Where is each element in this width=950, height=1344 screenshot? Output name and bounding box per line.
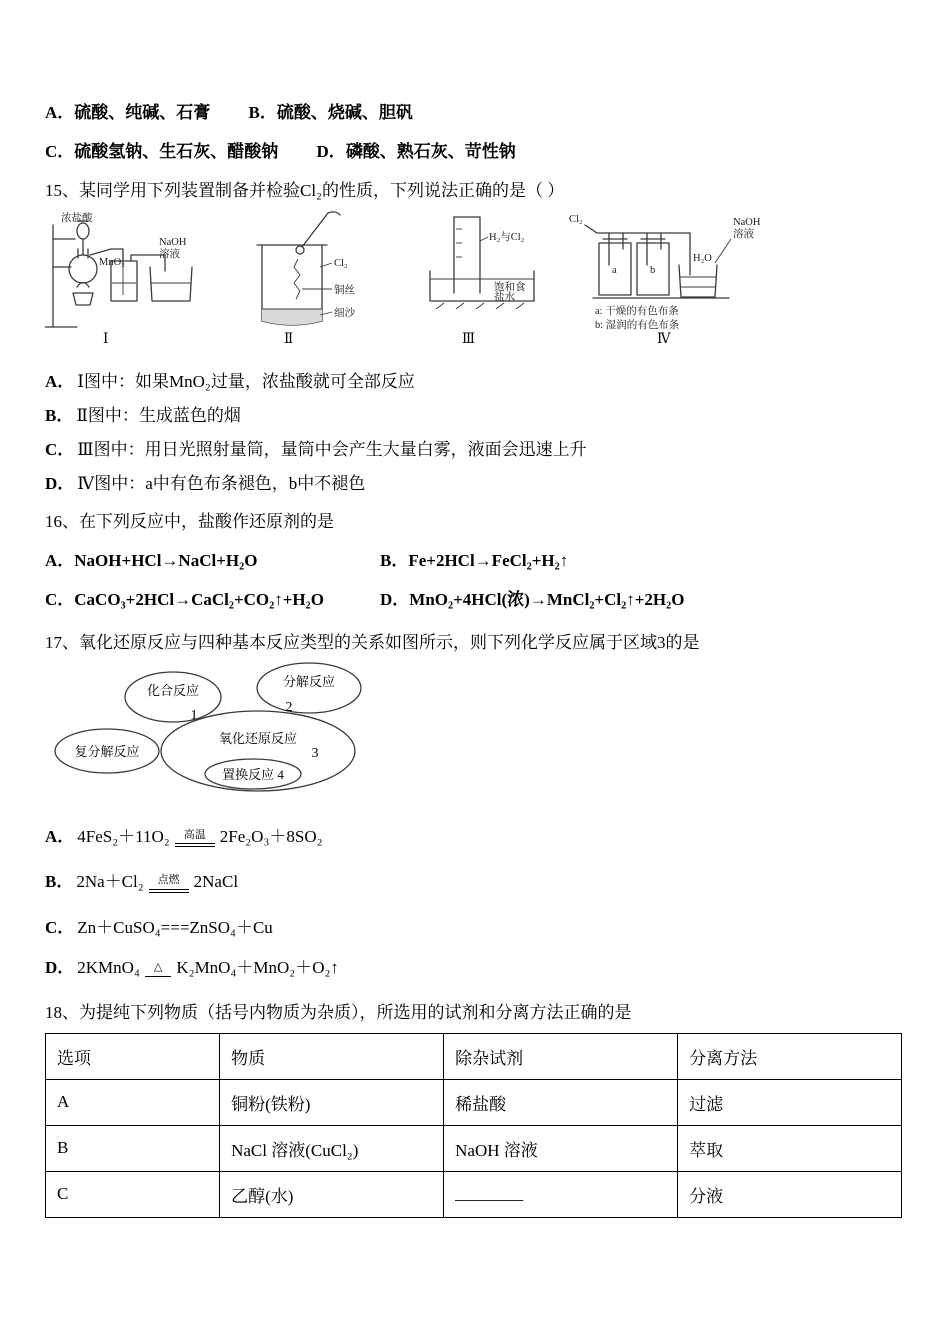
q17-option-c-label: C． [45, 917, 75, 937]
caption-apparatus-3: Ⅲ [462, 331, 476, 346]
label-bottle-b: b [650, 265, 656, 276]
venn-metathesis-label: 复分解反应 [74, 744, 140, 759]
cell-c-method: 分液 [678, 1171, 902, 1217]
q17-option-d-condition: △ [145, 961, 171, 977]
caption-apparatus-1: Ⅰ [103, 331, 109, 346]
venn-decomposition-label: 分解反应 [282, 674, 336, 689]
apparatus-diagram-4 [565, 209, 765, 347]
q17-option-b-label: B． [45, 872, 74, 892]
cell-a-substance: 铜粉(铁粉) [220, 1079, 444, 1125]
alcohol-lamp [73, 283, 93, 306]
caption-apparatus-2: Ⅱ [284, 331, 294, 346]
table-header-row [46, 1033, 902, 1079]
sand-layer [262, 309, 322, 325]
q14-options-row-2 [45, 137, 902, 162]
q15-stem: 15、某同学用下列装置制备并检验Cl₂的性质，下列说法正确的是（ ） [45, 181, 565, 200]
q15-apparatus-diagrams [45, 209, 902, 347]
beaker-naoh [679, 265, 717, 297]
cell-b-reagent: NaOH 溶液 [444, 1125, 678, 1171]
cell-c-substance: 乙醇(水) [220, 1171, 444, 1217]
q16-option-a [45, 546, 380, 571]
q15-option-d-text: Ⅳ图中：a中有色布条褪色，b中不褪色 [77, 474, 366, 493]
caption-apparatus-4: Ⅳ [657, 331, 671, 346]
table-row-c [46, 1171, 902, 1217]
header-separation-method: 分离方法 [678, 1033, 902, 1079]
inverted-cylinder [454, 217, 480, 293]
venn-redox-label: 氧化还原反应 [218, 731, 298, 746]
q16-option-a-text: NaOH+HCl→NaCl+H₂O [74, 551, 258, 570]
q17-option-a-condition: 高温 [175, 829, 215, 848]
header-substance: 物质 [220, 1033, 444, 1079]
q16-stem: 16、在下列反应中，盐酸作还原剂的是 [45, 512, 334, 531]
label-saturated-brine-line2: 盐水 [494, 292, 515, 303]
separating-funnel [77, 221, 89, 255]
q17-option-a-rhs: 2Fe₂O₃＋8SO₂ [219, 827, 323, 846]
q15-option-c-label: C． [45, 440, 75, 459]
q16-option-a-label: A． [45, 551, 75, 570]
q14-option-c [45, 142, 278, 161]
cell-b-option: B [46, 1125, 220, 1171]
q17-option-a-lhs: 4FeS₂＋11O₂ [77, 827, 170, 846]
q14-option-d [317, 142, 516, 161]
q15-option-c [45, 439, 902, 461]
q15-options [45, 371, 902, 495]
cell-a-option: A [46, 1079, 220, 1125]
venn-svg [53, 661, 393, 801]
venn-region-1: 1 [190, 708, 198, 723]
q15-option-a [45, 371, 902, 393]
table-row-b [46, 1125, 902, 1171]
cell-c-option: C [46, 1171, 220, 1217]
table-body [46, 1079, 902, 1217]
apparatus-diagram-2 [254, 209, 364, 347]
q17-option-b-condition: 点燃 [149, 874, 189, 893]
q16-options [45, 546, 902, 610]
q17-option-c-text: Zn＋CuSO₄===ZnSO₄＋Cu [77, 917, 273, 937]
q17-option-d [45, 953, 902, 978]
q17-option-b-lhs: 2Na＋Cl₂ [76, 872, 144, 892]
q17-venn-diagram [53, 661, 902, 806]
beaker [150, 267, 192, 301]
venn-combination-label: 化合反应 [146, 683, 200, 698]
q18-stem: 18、为提纯下列物质（括号内物质为杂质），所选用的试剂和分离方法正确的是 [45, 1002, 632, 1022]
q16-option-c-label: C． [45, 590, 75, 609]
label-fine-sand: 细沙 [334, 308, 355, 319]
label-saturated-brine-line1: 饱和食 [494, 282, 526, 293]
header-reagent: 除杂试剂 [444, 1033, 678, 1079]
label-concentrated-hydrochloric-acid: 浓盐酸 [61, 213, 93, 224]
q14-options-row-1 [45, 98, 902, 123]
q14-option-b-text: 硫酸、烧碱、胆矾 [276, 103, 413, 122]
copper-wire-coil [294, 259, 300, 299]
combustion-spoon [296, 212, 340, 254]
q15-option-d-label: D． [45, 474, 75, 493]
cell-c-reagent: ________ [444, 1171, 678, 1217]
leader-gas [480, 237, 488, 241]
q16-option-d [380, 585, 902, 610]
iron-stand [45, 225, 77, 327]
leader-naoh [715, 239, 731, 263]
q17-option-d-label: D． [45, 957, 75, 977]
q14-option-b [249, 103, 413, 122]
q16-option-c [45, 585, 380, 610]
q14-option-d-text: 磷酸、熟石灰、苛性钠 [345, 142, 516, 161]
label-naoh: NaOH [159, 237, 187, 248]
q17-stem: 17、氧化还原反应与四种基本反应类型的关系如图所示，则下列化学反应属于区域3的是 [45, 633, 700, 652]
q16-option-b-label: B． [380, 551, 409, 570]
cell-a-method: 过滤 [678, 1079, 902, 1125]
note-wet-strip: b: 湿润的有色布条 [595, 320, 680, 331]
q16-option-d-text: MnO₂+4HCl(浓)→MnCl₂+Cl₂↑+2H₂O [409, 590, 685, 609]
q14-option-d-label: D． [316, 142, 346, 161]
label-naoh: NaOH [733, 217, 761, 228]
venn-region-3: 3 [311, 746, 319, 761]
label-mno2: MnO₂ [99, 257, 125, 268]
label-copper-wire: 铜丝 [334, 285, 355, 296]
q15-option-b-label: B． [45, 406, 74, 425]
note-dry-strip: a: 干燥的有色布条 [595, 306, 679, 317]
purification-table [45, 1033, 902, 1218]
header-option: 选项 [46, 1033, 220, 1079]
label-cl2-gas: Cl₂ [334, 258, 348, 269]
q14-option-a-text: 硫酸、纯碱、石膏 [74, 103, 211, 122]
venn-region-2: 2 [285, 700, 293, 715]
q16-option-b [380, 546, 902, 571]
table-row-a [46, 1079, 902, 1125]
q15-option-a-label: A． [45, 372, 75, 391]
q14-option-a [45, 103, 210, 122]
q14-option-c-text: 硫酸氢钠、生石灰、醋酸钠 [74, 142, 279, 161]
table-head [46, 1033, 902, 1079]
label-bottle-a: a [612, 265, 617, 276]
label-water: H₂O [693, 253, 712, 264]
q16-option-b-text: Fe+2HCl→FeCl₂+H₂↑ [408, 551, 569, 570]
q17-option-b-rhs: 2NaCl [193, 872, 239, 892]
q17-option-c [45, 913, 902, 938]
cell-b-method: 萃取 [678, 1125, 902, 1171]
label-cl2-inlet: Cl₂ [569, 214, 583, 225]
venn-displacement-label: 置换反应 4 [222, 767, 284, 782]
q17-option-d-rhs: K₂MnO₄＋MnO₂＋O₂↑ [176, 957, 339, 977]
ground-hatch [436, 303, 524, 309]
q15-option-a-text: Ⅰ图中：如果MnO₂过量，浓盐酸就可全部反应 [77, 372, 415, 391]
q16-option-c-text: CaCO₃+2HCl→CaCl₂+CO₂↑+H₂O [74, 590, 324, 609]
label-h2-and-cl2: H₂与Cl₂ [489, 232, 525, 243]
apparatus-diagram-3 [422, 209, 547, 347]
q15-option-d [45, 473, 902, 495]
label-naoh-solution: 溶液 [159, 249, 180, 260]
apparatus-diagram-1 [45, 209, 210, 347]
q15-option-b-text: Ⅱ图中：生成蓝色的烟 [76, 406, 241, 425]
label-naoh-solution: 溶液 [733, 229, 754, 240]
q17-option-d-lhs: 2KMnO₄ [77, 957, 140, 977]
q16-option-d-label: D． [380, 590, 410, 609]
q15-option-c-text: Ⅲ图中：用日光照射量筒，量筒中会产生大量白雾，液面会迅速上升 [77, 440, 587, 459]
q17-option-b [45, 867, 902, 892]
q17-option-a-label: A． [45, 827, 75, 846]
q14-option-a-label: A． [45, 103, 75, 122]
cell-b-substance: NaCl 溶液(CuCl₂) [220, 1125, 444, 1171]
cell-a-reagent: 稀盐酸 [444, 1079, 678, 1125]
q17-option-a [45, 822, 902, 847]
q15-option-b [45, 405, 902, 427]
q14-option-c-label: C． [45, 142, 75, 161]
q14-option-b-label: B． [248, 103, 277, 122]
leader-lines [302, 263, 332, 315]
